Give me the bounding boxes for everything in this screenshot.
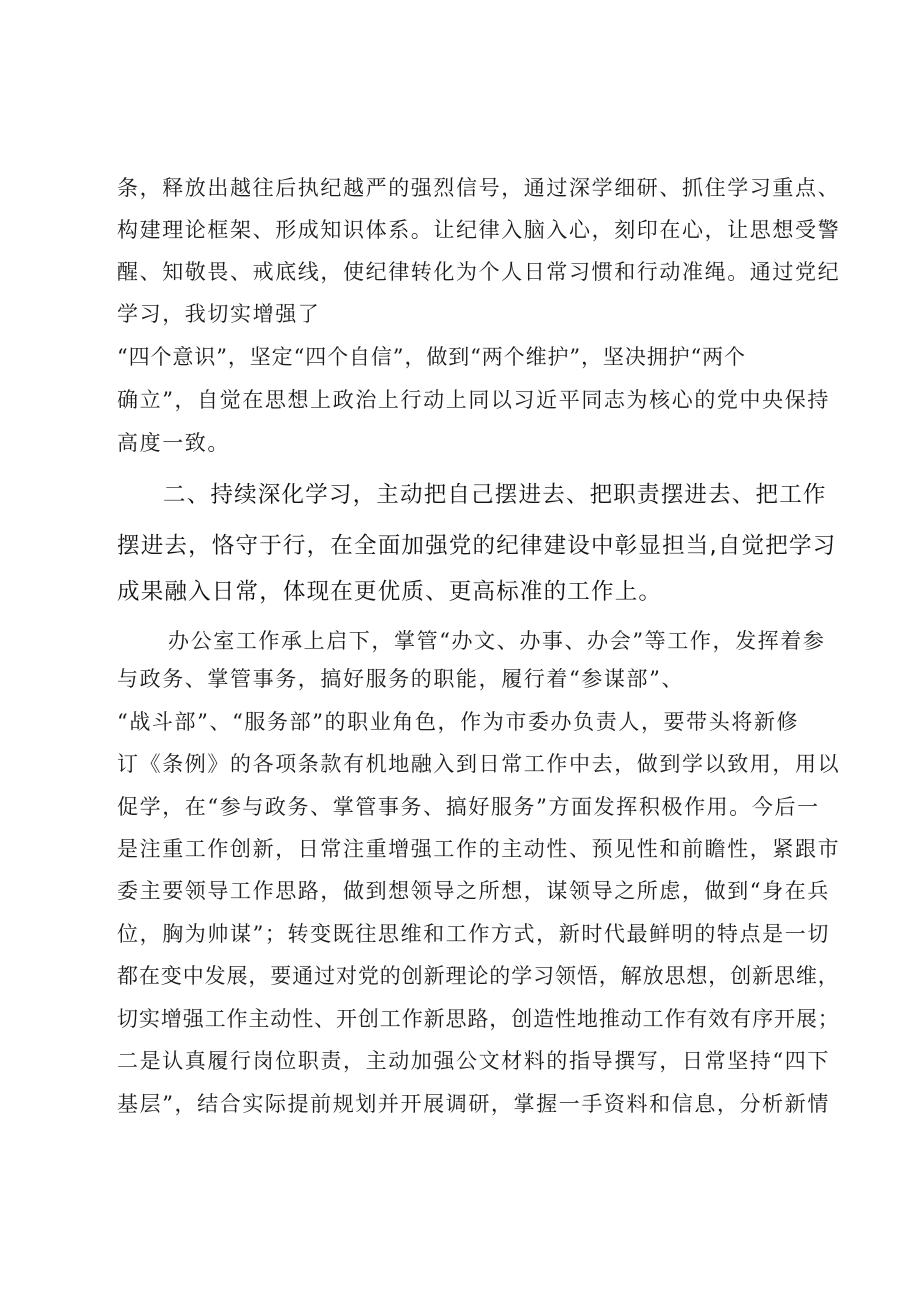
section-heading-line: 摆进去，恪守于行，在全面加强党的纪律建设中彰显担当,自觉把学习 xyxy=(117,533,837,559)
paragraph-line: “四个意识”，坚定“四个自信”，做到“两个维护”，坚决拥护“两个 xyxy=(117,345,746,369)
paragraph-line: 是注重工作创新，日常注重增强工作的主动性、预见性和前瞻性，紧跟市 xyxy=(117,837,841,861)
paragraph-line: “战斗部”、“服务部”的职业角色，作为市委办负责人，要带头将新修 xyxy=(117,710,800,734)
paragraph-line: 确立”，自觉在思想上政治上行动上同以习近平同志为核心的党中央保持 xyxy=(117,388,830,412)
paragraph-line: 委主要领导工作思路，做到想领导之所想，谋领导之所虑，做到“身在兵 xyxy=(117,879,830,903)
paragraph-line: 构建理论框架、形成知识体系。让纪律入脑入心，刻印在心，让思想受警 xyxy=(117,218,841,242)
paragraph-line: 订《条例》的各项条款有机地融入到日常工作中去，做到学以致用，用以 xyxy=(117,752,841,776)
paragraph-line: 二是认真履行岗位职责，主动加强公文材料的指导撰写，日常坚持“四下 xyxy=(117,1049,830,1073)
section-heading-line: 成果融入日常，体现在更优质、更高标准的工作上。 xyxy=(117,579,663,605)
paragraph-line: 基层”，结合实际提前规划并开展调研，掌握一手资料和信息，分析新情 xyxy=(117,1092,830,1116)
paragraph-line: 条，释放出越往后执纪越严的强烈信号，通过深学细研、抓住学习重点、 xyxy=(117,176,841,200)
paragraph-line: 都在变中发展，要通过对党的创新理论的学习领悟，解放思想，创新思维， xyxy=(117,964,840,988)
paragraph-line: 位，胸为帅谋”；转变既往思维和工作方式，新时代最鲜明的特点是一切 xyxy=(117,922,830,946)
paragraph-line: 促学，在“参与政务、掌管事务、搞好服务”方面发挥积极作用。今后一 xyxy=(117,795,820,819)
section-heading-line: 二、持续深化学习，主动把自己摆进去、把职责摆进去、把工作 xyxy=(163,482,827,508)
paragraph-line: 高度一致。 xyxy=(117,431,230,455)
paragraph-line: 学习，我切实增强了 xyxy=(117,302,321,326)
paragraph-line: 与政务、掌管事务，搞好服务的职能，履行着“参谋部”、 xyxy=(117,667,685,691)
paragraph-line: 切实增强工作主动性、开创工作新思路，创造性地推动工作有效有序开展； xyxy=(117,1007,840,1031)
paragraph-line: 醒、知敬畏、戒底线，使纪律转化为个人日常习惯和行动准绳。通过党纪 xyxy=(117,260,841,284)
paragraph-line: 办公室工作承上启下，掌管“办文、办事、办会”等工作，发挥着参 xyxy=(168,629,826,653)
